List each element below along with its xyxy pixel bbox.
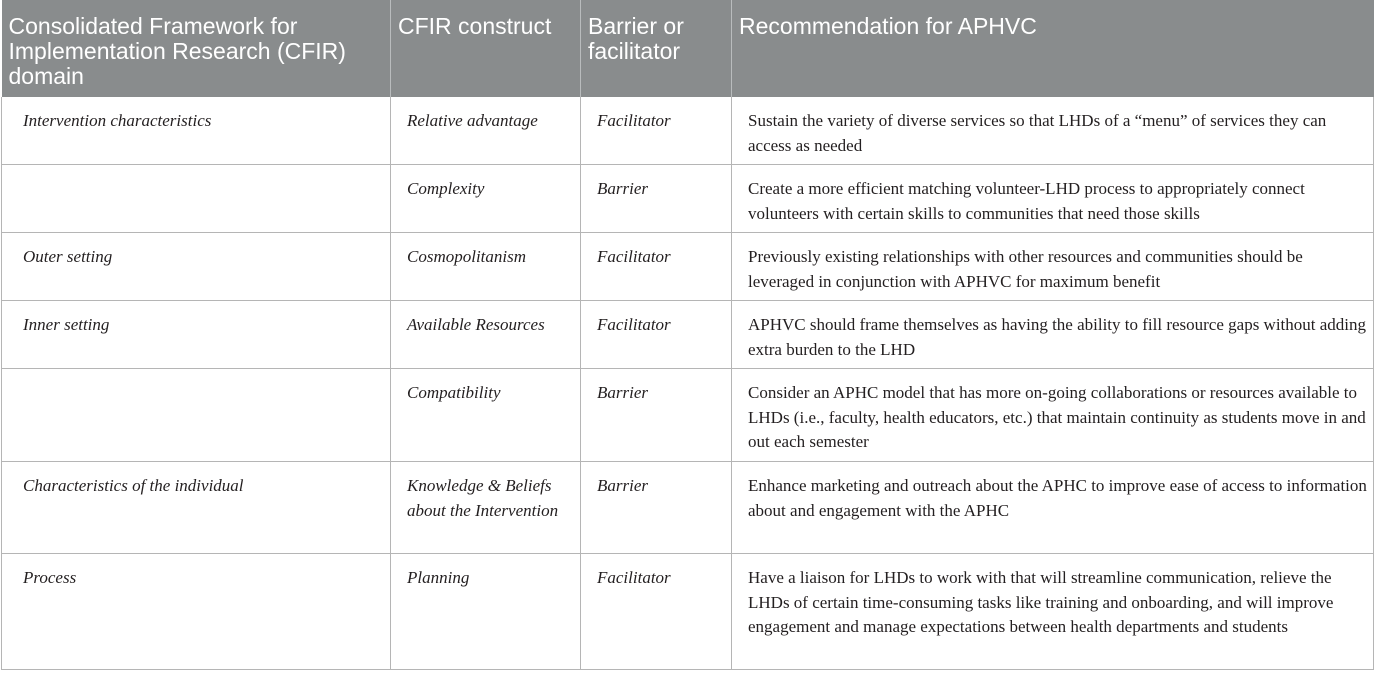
cell-barrier-facilitator: Facilitator	[581, 233, 732, 301]
header-cfir-domain: Consolidated Framework for Implementation Research (CFIR) domain	[2, 0, 391, 97]
cell-domain: Outer setting	[2, 233, 391, 301]
cell-recommendation: APHVC should frame themselves as having the ability to fill resource gaps without adding extra burden to the LHD	[732, 301, 1374, 369]
cell-construct: Compatibility	[391, 369, 581, 462]
cell-construct: Cosmopolitanism	[391, 233, 581, 301]
cell-recommendation: Enhance marketing and outreach about the APHC to improve ease of access to information about and engagement with the APHC	[732, 462, 1374, 554]
cell-domain: Intervention characteristics	[2, 97, 391, 165]
table-row	[2, 97, 1374, 165]
table-row	[2, 301, 1374, 369]
cell-construct: Complexity	[391, 165, 581, 233]
header-row	[2, 0, 1374, 97]
cell-construct: Relative advantage	[391, 97, 581, 165]
cell-barrier-facilitator: Facilitator	[581, 97, 732, 165]
header-recommendation: Recommendation for APHVC	[732, 0, 1374, 97]
header-cfir-construct: CFIR construct	[391, 0, 581, 97]
cell-domain: Inner setting	[2, 301, 391, 369]
cell-domain: Characteristics of the individual	[2, 462, 391, 554]
cell-domain: Process	[2, 554, 391, 670]
table-row	[2, 165, 1374, 233]
cell-construct: Knowledge & Beliefs about the Intervention	[391, 462, 581, 554]
table-body	[2, 97, 1374, 670]
table-header	[2, 0, 1374, 97]
cfir-recommendations-table	[1, 0, 1374, 670]
table-row	[2, 462, 1374, 554]
cell-barrier-facilitator: Facilitator	[581, 554, 732, 670]
table-row	[2, 233, 1374, 301]
cell-barrier-facilitator: Barrier	[581, 369, 732, 462]
cell-recommendation: Sustain the variety of diverse services so that LHDs of a “menu” of services they can access as needed	[732, 97, 1374, 165]
header-barrier-or-facilitator: Barrier or facilitator	[581, 0, 732, 97]
table-row	[2, 554, 1374, 670]
cell-construct: Planning	[391, 554, 581, 670]
cell-recommendation: Have a liaison for LHDs to work with that will streamline communication, relieve the LHDs of certain time-consuming tasks like training and onboarding, and will improve engagement and manage expectations between health departments and students	[732, 554, 1374, 670]
cell-barrier-facilitator: Barrier	[581, 165, 732, 233]
cell-barrier-facilitator: Facilitator	[581, 301, 732, 369]
cell-recommendation: Create a more efficient matching volunteer-LHD process to appropriately connect volunteers with certain skills to communities that need those skills	[732, 165, 1374, 233]
table-row	[2, 369, 1374, 462]
cell-domain	[2, 369, 391, 462]
cell-recommendation: Previously existing relationships with other resources and communities should be leveraged in conjunction with APHVC for maximum benefit	[732, 233, 1374, 301]
cell-domain	[2, 165, 391, 233]
cell-barrier-facilitator: Barrier	[581, 462, 732, 554]
cell-recommendation: Consider an APHC model that has more on-going collaborations or resources available to LHDs (i.e., faculty, health educators, etc.) that maintain continuity as students move in and out each semester	[732, 369, 1374, 462]
cell-construct: Available Resources	[391, 301, 581, 369]
